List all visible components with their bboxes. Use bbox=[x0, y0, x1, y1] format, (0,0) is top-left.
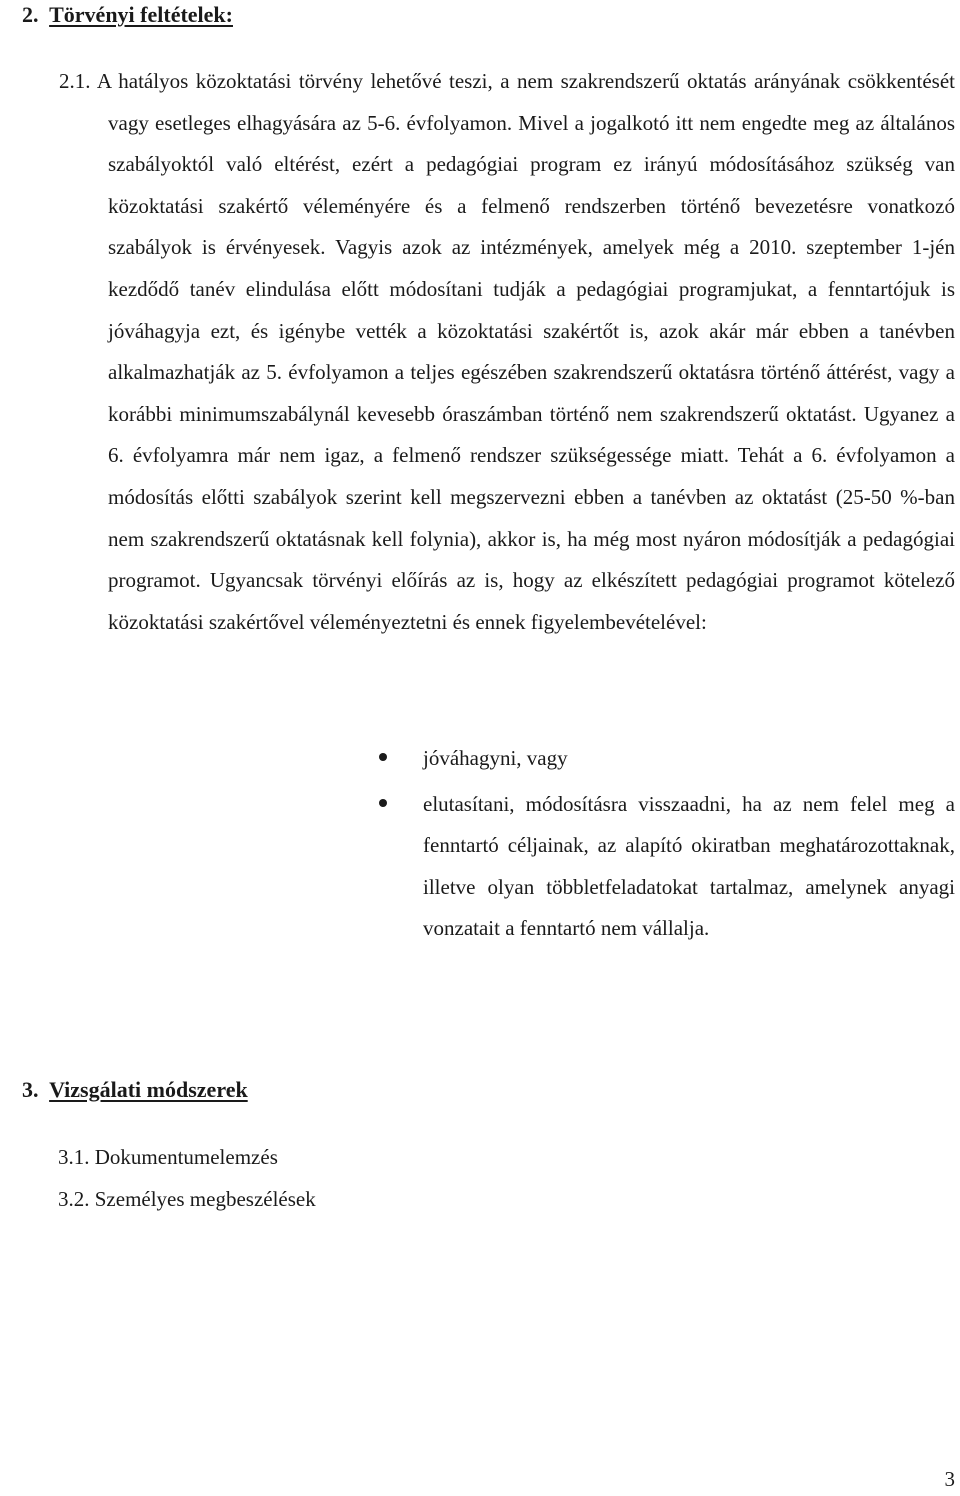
section-3-title: Vizsgálati módszerek bbox=[49, 1077, 248, 1102]
paragraph-2-1 bbox=[59, 61, 956, 643]
bullet-dot-icon bbox=[379, 753, 387, 761]
subsection-3-1: 3.1. Dokumentumelemzés bbox=[58, 1145, 278, 1169]
section-2-number: 2. bbox=[22, 2, 39, 27]
section-3-heading bbox=[22, 1077, 248, 1103]
paragraph-2-1-text: A hatályos közoktatási törvény lehetővé teszi, a nem szakrendszerű oktatás arányának csökkentését vagy esetleges elhagyására az 5-6. évfolyamon. Mivel a jogalkotó itt nem engedte meg az általános szabályoktól való eltérést, ezért a pedagógiai program ez irányú módosításához szükség van közoktatási szakértő véleményére és a felmenő rendszerben történő bevezetésre vonatkozó szabályok is érvényesek. Vagyis azok az intézmények, amelyek még a 2010. szeptember 1-jén kezdődő tanév elindulása előtt módosítani tudják a pedagógiai programjukat, a fenntartójuk is jóváhagyja ezt, és igénybe vették a közoktatási szakértőt is, azok akár már ebben a tanévben alkalmazhatják az 5. évfolyamon a teljes egészében szakrendszerű oktatásra történő áttérést, vagy a korábbi minimumszabálynál kevesebb óraszámban történő nem szakrendszerű oktatást. Ugyanez a 6. évfolyamra már nem igaz, a felmenő rendszer szükségessége miatt. Tehát a 6. évfolyamon a módosítás előtti szabályok szerint kell megszervezni ebben a tanévben az oktatást (25-50 %-ban nem szakrendszerű oktatásnak kell folynia), akkor is, ha még most nyáron módosítják a pedagógiai programot. Ugyancsak törvényi előírás az is, hogy az elkészített pedagógiai programot kötelező közoktatási szakértővel véleményeztetni és ennek figyelembevételével: bbox=[96, 69, 956, 634]
section-2-heading bbox=[22, 2, 233, 28]
bullet-item-reject-text: elutasítani, módosításra visszaadni, ha az nem felel meg a fenntartó céljainak, az alapító okiratban meghatározottaknak, illetve olyan többletfeladatokat tartalmaz, amelynek anyagi vonzatait a fenntartó nem vállalja. bbox=[423, 791, 955, 941]
bullet-list bbox=[0, 738, 955, 950]
subsection-3-2: 3.2. Személyes megbeszélések bbox=[58, 1187, 316, 1211]
bullet-dot-icon bbox=[379, 799, 387, 807]
bullet-item-approve bbox=[423, 738, 955, 780]
bullet-item-approve-text: jóváhagyni, vagy bbox=[423, 746, 568, 770]
section-2-title: Törvényi feltételek: bbox=[49, 2, 233, 27]
section-3-number: 3. bbox=[22, 1077, 39, 1102]
page-number: 3 bbox=[944, 1467, 955, 1491]
bullet-item-reject bbox=[423, 784, 955, 950]
paragraph-2-1-number: 2.1. bbox=[59, 69, 91, 93]
